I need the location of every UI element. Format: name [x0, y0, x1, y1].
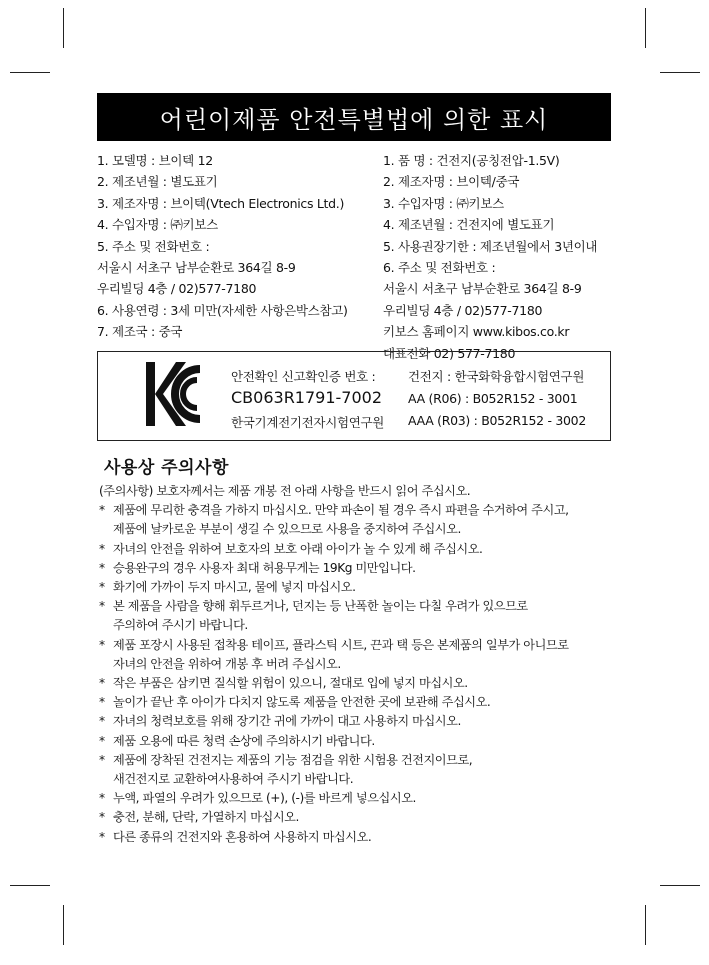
caution-item: * 작은 부품은 삼키면 질식할 위험이 있으니, 절대로 입에 넣지 마십시오.	[99, 674, 619, 693]
crop-mark	[10, 72, 50, 73]
crop-mark	[10, 885, 50, 886]
info-line: 키보스 홈페이지 www.kibos.co.kr	[383, 324, 570, 340]
crop-mark	[645, 8, 646, 48]
caution-item: * 다른 종류의 건전지와 혼용하여 사용하지 마십시오.	[99, 828, 619, 847]
bullet-mark: *	[99, 810, 105, 825]
bullet-mark: *	[99, 695, 105, 710]
caution-title: 사용상 주의사항	[104, 458, 229, 478]
info-line: 3. 제조자명 : 브이텍(Vtech Electronics Ltd.)	[97, 195, 345, 211]
bullet-mark: *	[99, 676, 105, 691]
bullet-mark: *	[99, 541, 105, 556]
caution-item-continued: 제품에 날카로운 부분이 생길 수 있으므로 사용을 중지하여 주십시오.	[113, 522, 461, 537]
info-line: 우리빌딩 4층 / 02)577-7180	[383, 302, 543, 318]
battery-info	[383, 150, 653, 364]
info-line: 1. 모델명 : 브이텍 12	[97, 153, 213, 168]
caution-item: * 자녀의 안전을 위하여 보호자의 보호 아래 아이가 놀 수 있게 해 주십시오.	[99, 540, 619, 559]
caution-item-continued: 주의하여 주시기 바랍니다.	[113, 618, 248, 633]
title-bar	[97, 93, 611, 141]
info-line: 5. 주소 및 전화번호 :	[97, 238, 210, 254]
caution-intro: (주의사항) 보호자께서는 제품 개봉 전 아래 사항을 반드시 읽어 주십시오.	[99, 484, 471, 498]
cert-institute: 한국기계전기전자시험연구원	[231, 415, 385, 430]
page-title: 어린이제품 안전특별법에 의한 표시	[159, 105, 549, 134]
info-line: 4. 제조년월 : 건전지에 별도표기	[383, 217, 555, 233]
bullet-mark: *	[99, 829, 105, 844]
caution-item: * 놀이가 끝난 후 아이가 다치지 않도록 제품을 안전한 곳에 보관해 주십시오.	[99, 693, 619, 712]
battery-cert-label: 건전지 : 한국화학융합시험연구원	[408, 369, 585, 384]
info-line: 서울시 서초구 남부순환로 364길 8-9	[97, 260, 296, 276]
info-line: 7. 제조국 : 중국	[97, 324, 183, 340]
info-line: 2. 제조년월 : 별도표기	[97, 174, 218, 190]
certification-box	[97, 351, 611, 441]
bullet-mark: *	[99, 503, 105, 518]
info-line: 1. 품 명 : 건전지(공칭전압-1.5V)	[383, 153, 560, 168]
info-line: 대표전화 02) 577-7180	[383, 345, 516, 361]
bullet-mark: *	[99, 560, 105, 575]
info-line: 우리빌딩 4층 / 02)577-7180	[97, 281, 257, 297]
caution-item: * 제품 포장시 사용된 접착용 테이프, 플라스틱 시트, 끈과 택 등은 본제품의 일부가 아니므로	[99, 636, 619, 655]
caution-item: * 누액, 파열의 우려가 있으므로 (+), (-)를 바르게 넣으십시오.	[99, 789, 619, 808]
bullet-mark: *	[99, 791, 105, 806]
cert-number: CB063R1791-7002	[231, 388, 383, 407]
caution-item-continued: 자녀의 안전을 위하여 개봉 후 버려 주십시오.	[113, 656, 341, 671]
caution-item: * 충전, 분해, 단락, 가열하지 마십시오.	[99, 808, 619, 827]
crop-mark	[660, 72, 700, 73]
caution-item-continued: 새건전지로 교환하여사용하여 주시기 바랍니다.	[113, 772, 354, 787]
caution-item: * 자녀의 청력보호를 위해 장기간 귀에 가까이 대고 사용하지 마십시오.	[99, 712, 619, 731]
bullet-mark: *	[99, 599, 105, 614]
bullet-mark: *	[99, 637, 105, 652]
battery-cert-aaa: AAA (R03) : B052R152 - 3002	[408, 413, 586, 428]
bullet-mark: *	[99, 733, 105, 748]
cert-label: 안전확인 신고확인증 번호 :	[231, 369, 376, 384]
bullet-mark: *	[99, 752, 105, 767]
caution-item: * 승용완구의 경우 사용자 최대 허용무게는 19Kg 미만입니다.	[99, 559, 619, 578]
product-info	[97, 150, 377, 343]
bullet-mark: *	[99, 714, 105, 729]
caution-item: * 본 제품을 사람을 향해 휘두르거나, 던지는 등 난폭한 놀이는 다칠 우려가 있으므로	[99, 597, 619, 616]
info-line: 4. 수입자명 : ㈜키보스	[97, 217, 218, 233]
bullet-mark: *	[99, 580, 105, 595]
crop-mark	[660, 885, 700, 886]
info-line: 6. 주소 및 전화번호 :	[383, 260, 496, 276]
crop-mark	[63, 905, 64, 945]
info-line: 2. 제조자명 : 브이텍/중국	[383, 174, 520, 190]
caution-item: * 제품 오용에 따른 청력 손상에 주의하시기 바랍니다.	[99, 732, 619, 751]
caution-list	[99, 482, 619, 847]
battery-cert-aa: AA (R06) : B052R152 - 3001	[408, 391, 578, 406]
caution-item: * 제품에 무리한 충격을 가하지 마십시오. 만약 파손이 될 경우 즉시 파편을 수거하여 주시고,	[99, 501, 619, 520]
info-line: 3. 수입자명 : ㈜키보스	[383, 195, 504, 211]
caution-item: * 화기에 가까이 두지 마시고, 물에 넣지 마십시오.	[99, 578, 619, 597]
info-line: 5. 사용권장기한 : 제조년월에서 3년이내	[383, 238, 598, 254]
crop-mark	[645, 905, 646, 945]
kc-mark-icon	[146, 362, 202, 426]
crop-mark	[63, 8, 64, 48]
caution-item: * 제품에 장착된 건전지는 제품의 기능 점검을 위한 시험용 건전지이므로,	[99, 751, 619, 770]
info-line: 서울시 서초구 남부순환로 364길 8-9	[383, 281, 582, 297]
info-line: 6. 사용연령 : 3세 미만(자세한 사항은박스참고)	[97, 302, 348, 318]
